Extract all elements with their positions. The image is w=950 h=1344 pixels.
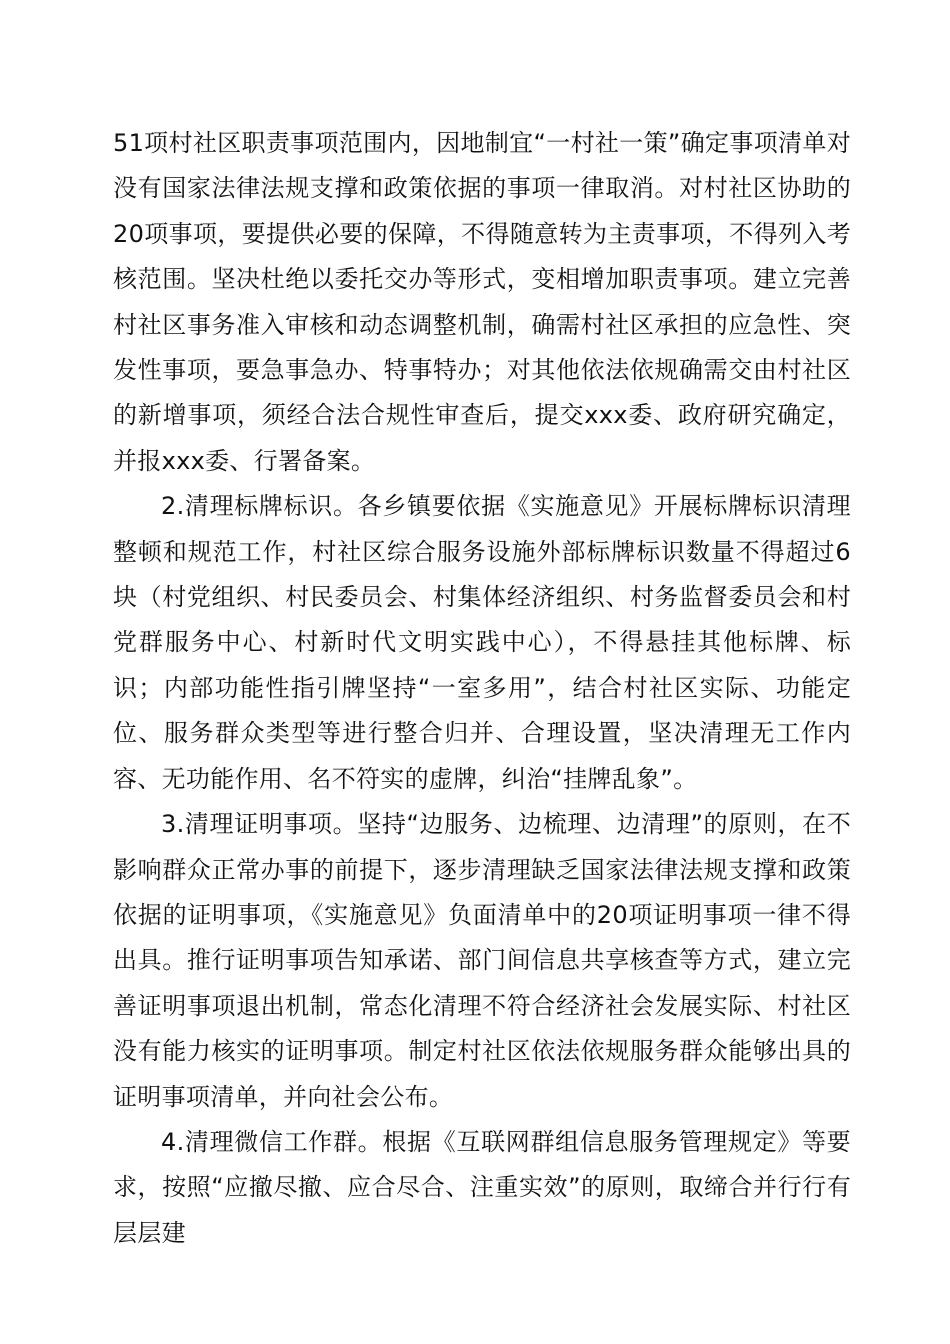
paragraph-certificate-cleanup: 3.清理证明事项。坚持“边服务、边梳理、边清理”的原则，在不影响群众正常办事的前提下，逐步清理缺乏国家法律法规支撑和政策依据的证明事项，《实施意见》负面清单中的20项证明事项一律不得出具。推行证明事项告知承诺、部门间信息共享核查等方式，建立完善证明事项退出机制，常态化清理不符合经济社会发展实际、村社区没有能力核实的证明事项。制定村社区依法依规服务群众能够出具的证明事项清单，并向社会公布。 — [113, 810, 851, 1111]
document-body — [113, 121, 851, 1256]
paragraph-wechat-group-cleanup: 4.清理微信工作群。根据《互联网群组信息服务管理规定》等要求，按照“应撤尽撤、应合尽合、注重实效”的原则，取缔合并行行有层层建 — [113, 1127, 851, 1247]
paragraph-continuation: 51项村社区职责事项范围内，因地制宜“一村社一策”确定事项清单对没有国家法律法规支撑和政策依据的事项一律取消。对村社区协助的20项事项，要提供必要的保障，不得随意转为主责事项，不得列入考核范围。坚决杜绝以委托交办等形式，变相增加职责事项。建立完善村社区事务准入审核和动态调整机制，确需村社区承担的应急性、突发性事项，要急事急办、特事特办；对其他依法依规确需交由村社区的新增事项，须经合法合规性审查后，提交xxx委、政府研究确定，并报xxx委、行署备案。 — [113, 129, 851, 475]
paragraph-signage-cleanup: 2.清理标牌标识。各乡镇要依据《实施意见》开展标牌标识清理整顿和规范工作，村社区综合服务设施外部标牌标识数量不得超过6块（村党组织、村民委员会、村集体经济组织、村务监督委员会和村党群服务中心、村新时代文明实践中心），不得悬挂其他标牌、标识；内部功能性指引牌坚持“一室多用”，结合村社区实际、功能定位、服务群众类型等进行整合归并、合理设置，坚决清理无工作内容、无功能作用、名不符实的虚牌，纠治“挂牌乱象”。 — [113, 492, 851, 793]
